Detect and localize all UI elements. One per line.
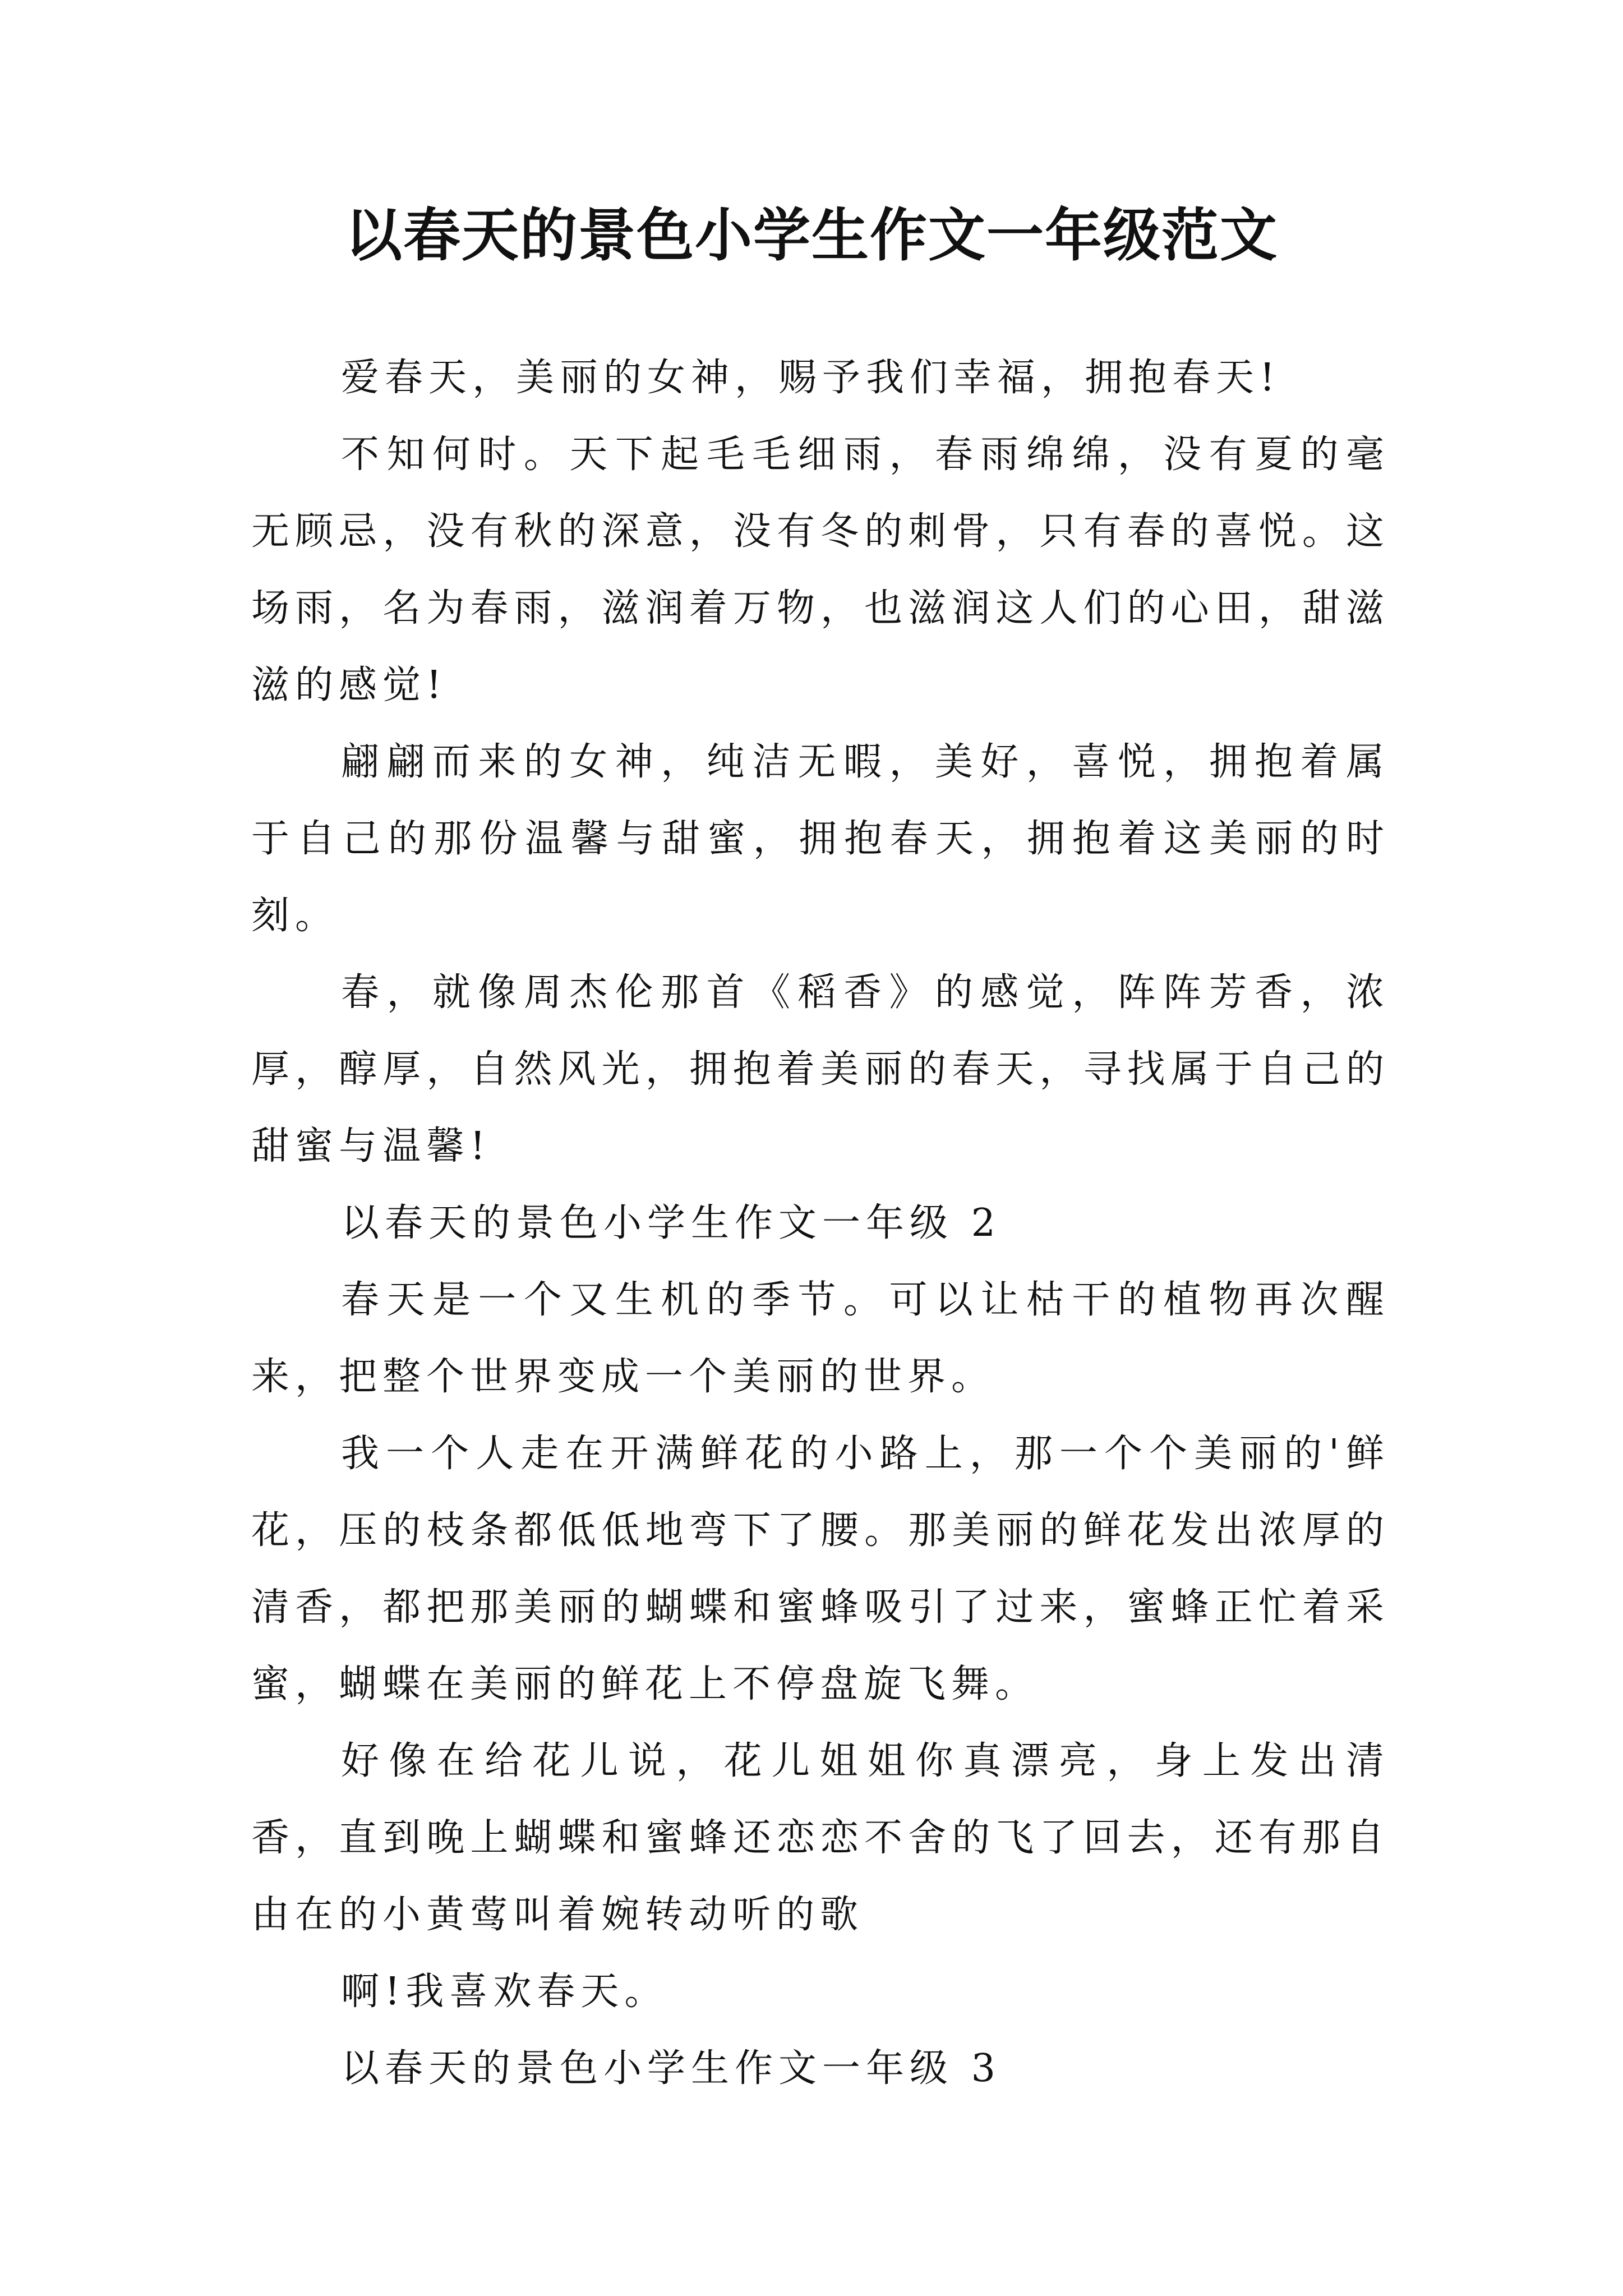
section-heading: 以春天的景色小学生作文一年级 2 <box>341 1201 1001 1245</box>
paragraph: 爱春天，美丽的女神，赐予我们幸福，拥抱春天! <box>341 356 1281 400</box>
paragraph: 翩翩而来的女神，纯洁无暇，美好，喜悦，拥抱着属于自己的那份温馨与甜蜜，拥抱春天，拥抱着这美丽的时刻。 <box>251 740 1390 938</box>
paragraph: 好像在给花儿说，花儿姐姐你真漂亮，身上发出清香，直到晚上蝴蝶和蜜蜂还恋恋不舍的飞了回去，还有那自由在的小黄莺叫着婉转动听的歌 <box>251 1739 1390 1937</box>
paragraph: 春天是一个又生机的季节。可以让枯干的植物再次醒来，把整个世界变成一个美丽的世界。 <box>251 1278 1390 1399</box>
paragraph: 啊!我喜欢春天。 <box>341 1970 668 2014</box>
document-body <box>251 339 1390 2107</box>
section-heading: 以春天的景色小学生作文一年级 3 <box>341 2046 1001 2091</box>
paragraph: 我一个人走在开满鲜花的小路上，那一个个美丽的'鲜花，压的枝条都低低地弯下了腰。那美丽的鲜花发出浓厚的清香，都把那美丽的蝴蝶和蜜蜂吸引了过来，蜜蜂正忙着采蜜，蝴蝶在美丽的鲜花上不停盘旋飞舞。 <box>251 1432 1390 1706</box>
paragraph: 春，就像周杰伦那首《稻香》的感觉，阵阵芳香，浓厚，醇厚，自然风光，拥抱着美丽的春天，寻找属于自己的甜蜜与温馨! <box>251 970 1390 1168</box>
document-title: 以春天的景色小学生作文一年级范文 <box>345 202 1278 269</box>
paragraph: 不知何时。天下起毛毛细雨，春雨绵绵，没有夏的毫无顾忌，没有秋的深意，没有冬的刺骨，只有春的喜悦。这场雨，名为春雨，滋润着万物，也滋润这人们的心田，甜滋滋的感觉! <box>251 432 1390 707</box>
